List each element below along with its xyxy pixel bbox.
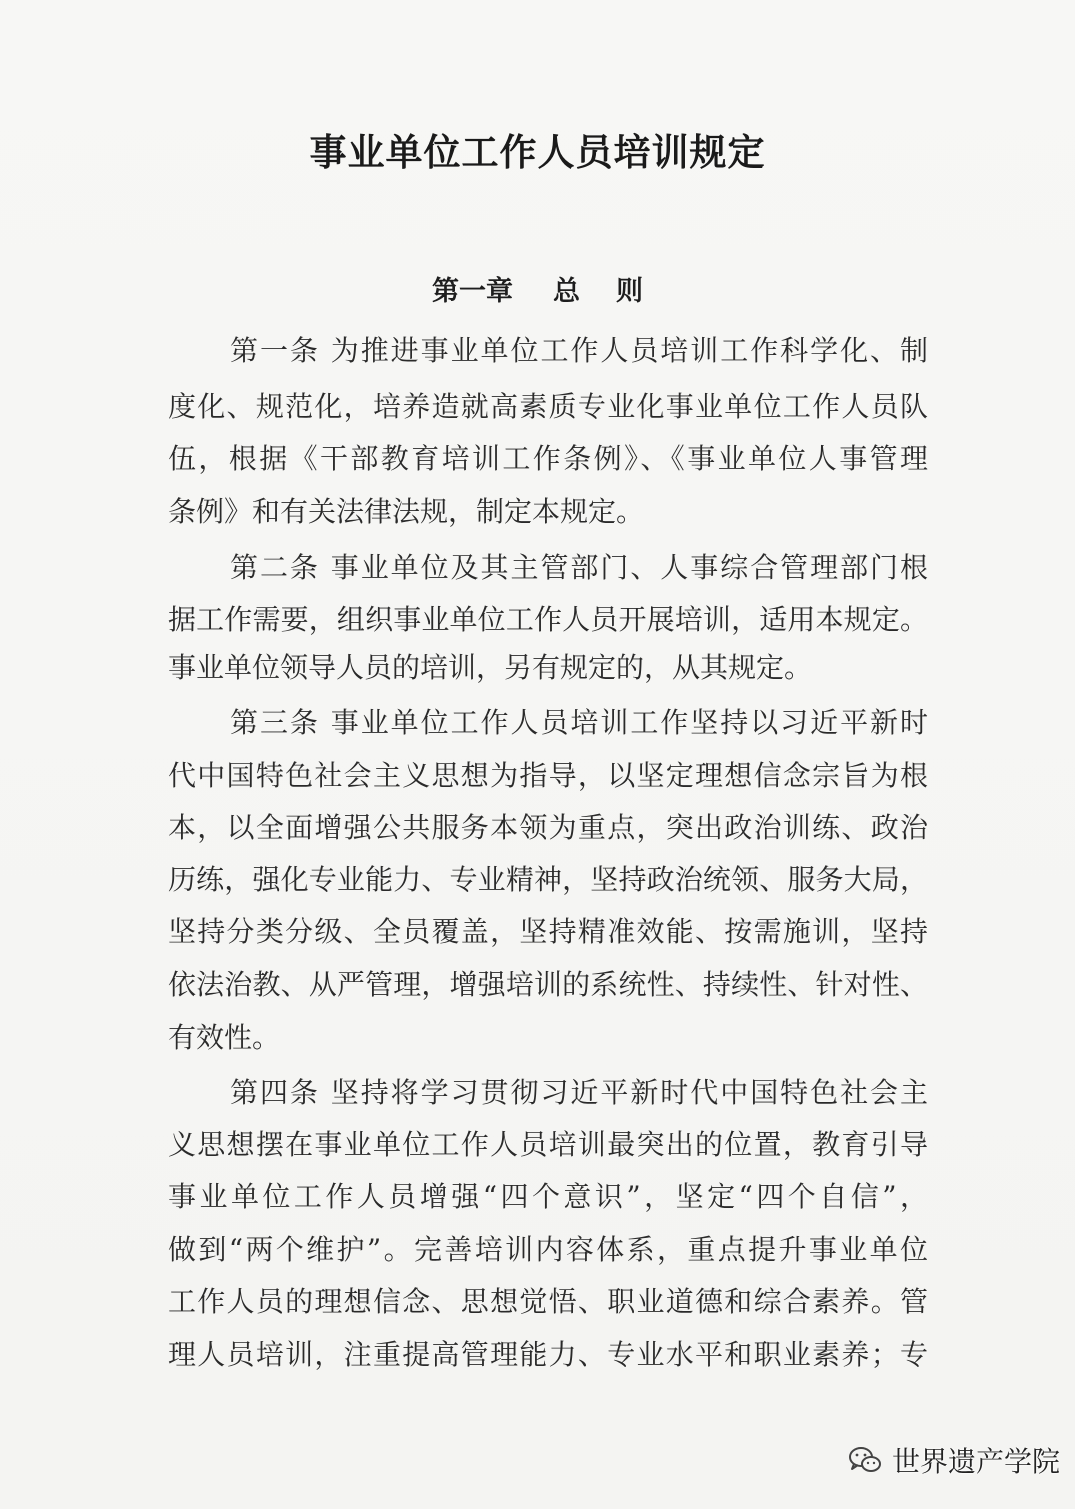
watermark-text: 世界遗产学院 [892, 1445, 1061, 1478]
chapter-title-char-2: 则 [616, 276, 643, 307]
paragraph-line: 做到“两个维护”。完善培训内容体系，重点提升事业单位 [168, 1233, 928, 1266]
paragraph-line: 事业单位领导人员的培训，另有规定的，从其规定。 [168, 651, 813, 684]
paragraph-line: 第三条 事业单位工作人员培训工作坚持以习近平新时 [230, 706, 928, 739]
paragraph-line: 理人员培训，注重提高管理能力、专业水平和职业素养；专 [168, 1338, 928, 1371]
paragraph-line: 工作人员的理想信念、思想觉悟、职业道德和综合素养。管 [168, 1285, 928, 1318]
paragraph-line: 本，以全面增强公共服务本领为重点，突出政治训练、政治 [168, 811, 928, 844]
paragraph-line: 条例》和有关法律法规，制定本规定。 [168, 495, 645, 528]
paragraph-line: 依法治教、从严管理，增强培训的系统性、持续性、针对性、 [168, 968, 928, 1001]
paragraph-line: 第一条 为推进事业单位工作人员培训工作科学化、制 [230, 334, 928, 367]
chapter-title-char-1: 总 [553, 276, 580, 307]
document-title: 事业单位工作人员培训规定 [309, 130, 766, 174]
paragraph-line: 据工作需要，组织事业单位工作人员开展培训，适用本规定。 [168, 603, 928, 636]
paragraph-line: 伍，根据《干部教育培训工作条例》、《事业单位人事管理 [168, 442, 928, 475]
chapter-number: 第一章 [432, 276, 513, 307]
chapter-heading [0, 272, 1075, 312]
paragraph-line: 第二条 事业单位及其主管部门、人事综合管理部门根 [230, 551, 928, 584]
paragraph-line: 代中国特色社会主义思想为指导，以坚定理想信念宗旨为根 [168, 759, 928, 792]
paragraph-line: 坚持分类分级、全员覆盖，坚持精准效能、按需施训，坚持 [168, 915, 928, 948]
paragraph-line: 义思想摆在事业单位工作人员培训最突出的位置，教育引导 [168, 1128, 928, 1161]
watermark [848, 1438, 1060, 1482]
paragraph-line: 度化、规范化，培养造就高素质专业化事业单位工作人员队 [168, 390, 928, 423]
wechat-icon [848, 1445, 882, 1475]
paragraph-line: 事业单位工作人员增强“四个意识”，坚定“四个自信”， [168, 1180, 928, 1213]
paragraph-line: 历练，强化专业能力、专业精神，坚持政治统领、服务大局， [168, 863, 928, 896]
paragraph-line: 第四条 坚持将学习贯彻习近平新时代中国特色社会主 [230, 1076, 928, 1109]
paragraph-line: 有效性。 [168, 1021, 281, 1054]
